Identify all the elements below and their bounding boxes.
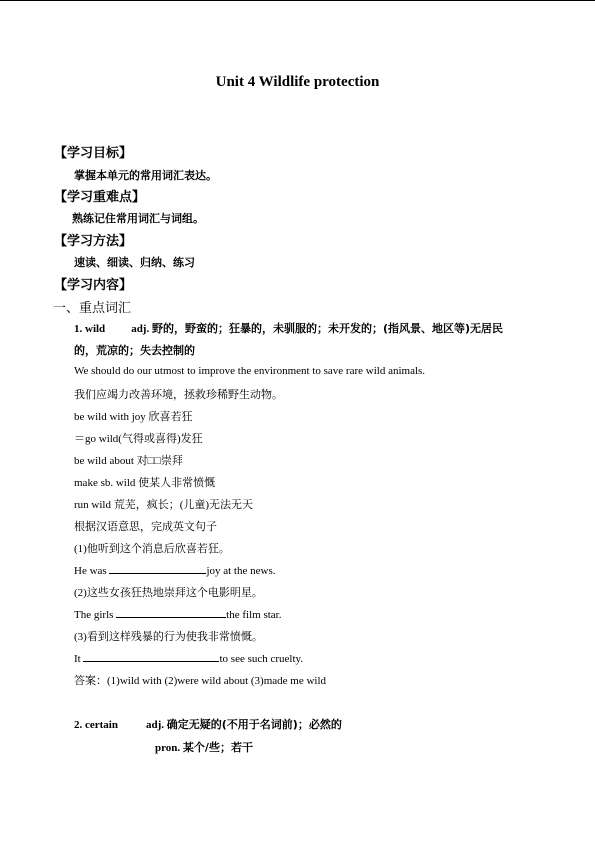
exercise-sentence: [74, 650, 303, 665]
methods-heading: 【学习方法】: [54, 234, 133, 249]
page-title: Unit 4 Wildlife protection: [215, 74, 380, 90]
phrase-item: make sb. wild 使某人非常愤慨: [74, 477, 216, 489]
exercise-sentence: [74, 562, 275, 577]
word2-meaning-pron: 某个/些；若干: [182, 741, 253, 754]
answer-blank[interactable]: [83, 650, 219, 662]
objectives-heading: 【学习目标】: [54, 146, 133, 161]
answer-blank[interactable]: [116, 606, 226, 618]
objectives-text: 掌握本单元的常用词汇表达。: [74, 169, 217, 182]
word2-meaning-adj: 确定无疑的(不用于名词前)；必然的: [166, 718, 342, 731]
word2-entry-pron: [155, 739, 253, 755]
exercise-intro: 根据汉语意思，完成英文句子: [74, 521, 217, 533]
exercise-sentence-start: He was: [74, 565, 110, 577]
phrase-item: be wild with joy 欣喜若狂: [74, 411, 193, 423]
exercise-prompt-zh: (2)这些女孩狂热地崇拜这个电影明星。: [74, 587, 263, 599]
word1-pos: adj.: [131, 323, 150, 335]
exercise-sentence-end: joy at the news.: [206, 565, 276, 577]
exercise-sentence-end: the film star.: [226, 609, 282, 621]
word1-example-zh: 我们应竭力改善环境，拯救珍稀野生动物。: [74, 389, 283, 401]
exercise-sentence-start: The girls: [74, 609, 117, 621]
word1-example-en: We should do our utmost to improve the environment to save rare wild animals.: [74, 365, 426, 377]
methods-text: 速读、细读、归纳、练习: [74, 256, 195, 269]
word2-entry: [74, 716, 342, 732]
answer-blank[interactable]: [109, 562, 206, 574]
word1-meaning-line2: 的，荒凉的；失去控制的: [74, 344, 195, 357]
word1-meaning-line1: 野的，野蛮的；狂暴的，未驯服的；未开发的；(指风景、地区等)无居民: [151, 322, 504, 335]
exercise-sentence: [74, 606, 281, 621]
exercise-sentence-start: It: [74, 653, 84, 665]
exercise-prompt-zh: (3)看到这样残暴的行为使我非常愤慨。: [74, 631, 263, 643]
phrase-item: ＝go wild(气得或喜得)发狂: [74, 433, 203, 445]
phrase-item: run wild 荒芜，疯长；(儿童)无法无天: [74, 499, 254, 511]
exercise-sentence-end: to see such cruelty.: [219, 653, 304, 665]
word2-headword: 2. certain: [74, 719, 118, 731]
word2-pos-pron: pron.: [155, 742, 181, 754]
exercise-prompt-zh: (1)他听到这个消息后欣喜若狂。: [74, 543, 230, 555]
key-points-text: 熟练记住常用词汇与词组。: [72, 212, 204, 225]
top-border-rule: [0, 0, 595, 1]
word1-entry: [74, 320, 503, 336]
vocab-heading: 一、重点词汇: [53, 301, 132, 316]
exercise-answer: 答案：(1)wild with (2)were wild about (3)made me wild: [74, 675, 327, 687]
word2-pos-adj: adj.: [145, 719, 165, 731]
word1-headword: 1. wild: [74, 323, 106, 335]
key-points-heading: 【学习重难点】: [54, 190, 146, 205]
phrase-item: be wild about 对□□崇拜: [74, 455, 183, 467]
content-heading: 【学习内容】: [54, 278, 133, 293]
